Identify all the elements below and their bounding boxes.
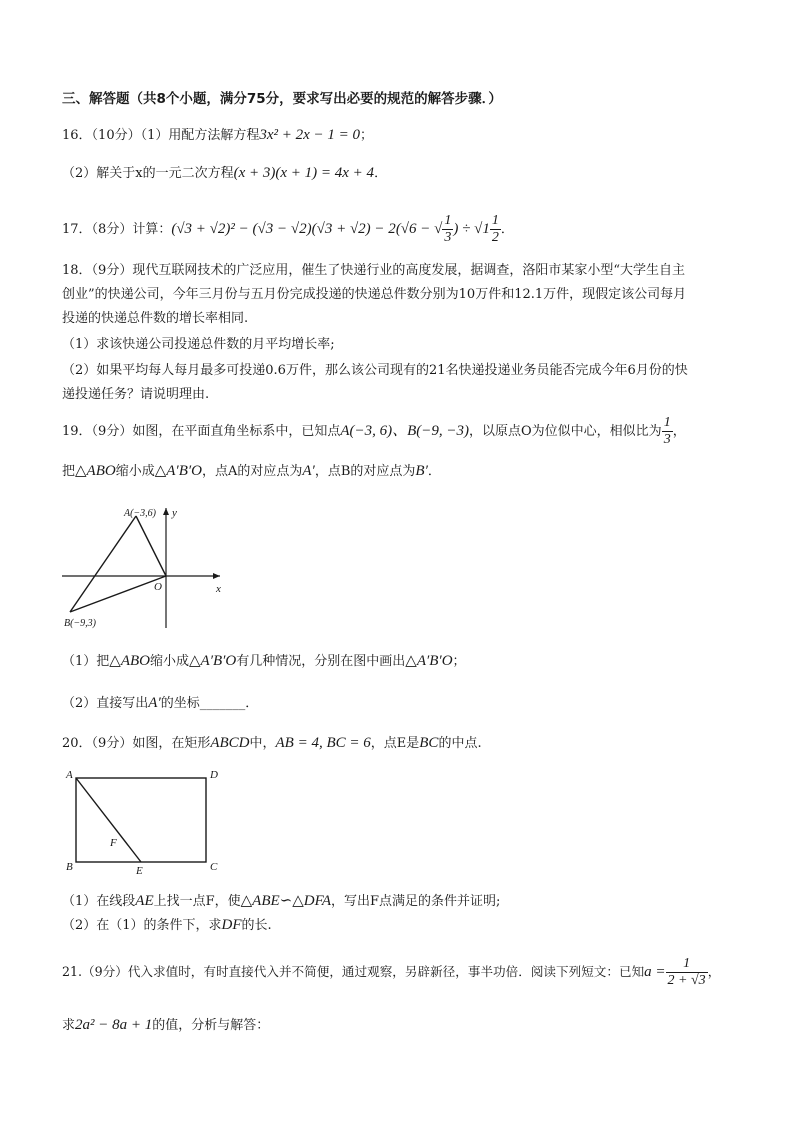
q19-p1-c: 有几种情况，分别在图中画出 bbox=[236, 654, 406, 669]
q19-triangle-a-b-o-prime: △A′B′O bbox=[154, 463, 202, 479]
q21-frac-den: 2 + √3 bbox=[667, 973, 706, 988]
q20-p2-b: 的长. bbox=[241, 918, 272, 933]
q19-ratio-den: 3 bbox=[663, 432, 671, 447]
segment-ao bbox=[136, 516, 166, 576]
q19-p1-triangle-2: △A′B′O bbox=[189, 653, 237, 669]
q17-fraction-1 bbox=[442, 213, 453, 246]
y-axis-label: y bbox=[172, 507, 177, 519]
q19-line2-b: 缩小成 bbox=[115, 464, 155, 479]
q20-rectangle-name: ABCD bbox=[210, 735, 250, 751]
q21-end-1: ， bbox=[707, 964, 721, 979]
q19-a-prime: A′ bbox=[302, 463, 315, 479]
q19-ratio-fraction bbox=[662, 415, 673, 448]
q21-line-2 bbox=[62, 1016, 269, 1035]
q19-p2-b: 的坐标_______． bbox=[160, 696, 259, 711]
q20-rectangle-figure bbox=[64, 766, 234, 876]
point-a-label: A(−3,6) bbox=[124, 508, 157, 519]
q18-part-2-line-2: 递投递任务？请说明理由. bbox=[62, 387, 210, 402]
origin-label: O bbox=[154, 581, 162, 593]
q17-expr-c: ) ÷ √1 bbox=[453, 221, 490, 237]
question-19 bbox=[62, 414, 686, 449]
q19-line2-d: ，点B的对应点为 bbox=[314, 464, 416, 479]
vertex-d-label: D bbox=[210, 769, 218, 781]
q21-frac-num: 1 bbox=[683, 956, 691, 971]
q20-p1-b: 上找一点F，使 bbox=[153, 894, 241, 909]
q16-equation-1: 3x² + 2x − 1 = 0 bbox=[259, 127, 361, 143]
q16-part2-text: （2）解关于x的一元二次方程 bbox=[62, 166, 234, 181]
q19-coordinate-figure bbox=[60, 504, 230, 630]
segment-bo bbox=[70, 576, 166, 612]
question-17 bbox=[62, 212, 514, 247]
q19-p1-b: 缩小成 bbox=[149, 654, 189, 669]
question-16-part-2 bbox=[62, 164, 387, 183]
q18-line-2: 创业”的快递公司，今年三月份与五月份完成投递的快递总件数分别为10万件和12.1万件，现假定该公司每月 bbox=[62, 287, 687, 302]
q17-frac1-num: 1 bbox=[444, 213, 452, 228]
q18-line-1: 18．（9分）现代互联网技术的广泛应用，催生了快递行业的高度发展，据调查，洛阳市某家小型“大学生自主 bbox=[62, 263, 685, 278]
q17-frac2-den: 2 bbox=[491, 230, 499, 245]
q20-part-1 bbox=[62, 892, 500, 911]
q19-p1-d: ； bbox=[452, 654, 466, 669]
q19-p1-triangle-1: △ABO bbox=[109, 653, 150, 669]
q19-triangle-abo: △ABO bbox=[75, 463, 116, 479]
q17-expr-a: (√3 + √2)² − (√3 − √2)(√3 + √2) − 2 bbox=[171, 221, 396, 237]
q20-p1-a: （1）在线段 bbox=[62, 894, 136, 909]
vertex-b-label: B bbox=[66, 861, 73, 873]
q19-end: ， bbox=[672, 424, 686, 439]
q20-end: 的中点. bbox=[438, 736, 482, 751]
q19-line2-a: 把 bbox=[62, 464, 76, 479]
q19-p1-triangle-3: △A′B′O bbox=[405, 653, 453, 669]
q20-head: 20．（9分）如图，在矩形 bbox=[62, 736, 211, 751]
q20-p1-ae: AE bbox=[135, 893, 154, 909]
q17-fraction-2 bbox=[490, 213, 501, 246]
q19-p2-a: （2）直接写出 bbox=[62, 696, 149, 711]
q20-p1-c: ，写出F点满足的条件并证明; bbox=[331, 894, 501, 909]
q20-bc: BC bbox=[419, 735, 439, 751]
q16-equation-2: (x + 3)(x + 1) = 4x + 4 bbox=[233, 165, 375, 181]
q19-part-1 bbox=[62, 652, 466, 671]
y-axis-arrow-icon bbox=[163, 508, 169, 515]
question-16 bbox=[62, 126, 373, 145]
q21-a-equals: a = bbox=[644, 964, 666, 980]
q17-head: 17．（8分）计算： bbox=[62, 222, 172, 237]
q21-expression: 2a² − 8a + 1 bbox=[75, 1017, 153, 1033]
q18-part-2-line-1: （2）如果平均每人每月最多可投递0.6万件，那么该公司现有的21名快递投递业务员能否完成今年6月份的快 bbox=[62, 363, 688, 378]
section-title: 三、解答题（共8个小题，满分75分，要求写出必要的规范的解答步骤．） bbox=[62, 91, 502, 107]
q19-head: 19．（9分）如图，在平面直角坐标系中，已知点 bbox=[62, 424, 341, 439]
q17-end: ． bbox=[500, 222, 514, 237]
q20-p2-a: （2）在（1）的条件下，求 bbox=[62, 918, 222, 933]
q21-line-1: 21.（9分）代入求值时，有时直接代入并不简便，通过观察，另辟新径，事半功倍．阅读下列短文：已知 bbox=[62, 964, 645, 979]
question-20 bbox=[62, 734, 482, 753]
x-axis-label: x bbox=[216, 583, 221, 595]
q16-end-2: ． bbox=[374, 166, 388, 181]
vertex-a-label: A bbox=[66, 769, 73, 781]
q20-p2-df: DF bbox=[221, 917, 242, 933]
q20-p1-similarity: △ABE∽△DFA bbox=[240, 893, 331, 909]
point-e-label: E bbox=[136, 865, 143, 876]
question-21 bbox=[62, 952, 720, 992]
q19-line2-e: ． bbox=[427, 464, 441, 479]
q19-mid: ，以原点O为位似中心，相似比为 bbox=[469, 424, 662, 439]
q16-end-1: ； bbox=[360, 128, 374, 143]
rectangle-abcd bbox=[76, 778, 206, 862]
q20-mid: 中， bbox=[249, 736, 276, 751]
q21-line2-b: 的值，分析与解答： bbox=[152, 1018, 270, 1033]
q18-part-1: （1）求该快递公司投递总件数的月平均增长率; bbox=[62, 337, 335, 352]
segment-ae bbox=[76, 778, 141, 862]
q19-p2-a-prime: A′ bbox=[148, 695, 161, 711]
q16-head: 16．（10分）（1）用配方法解方程 bbox=[62, 128, 260, 143]
q20-tail: ，点E是 bbox=[370, 736, 420, 751]
q21-line2-a: 求 bbox=[62, 1018, 76, 1033]
q19-b-prime: B′ bbox=[415, 463, 428, 479]
q19-line-2 bbox=[62, 462, 441, 481]
q20-part-2 bbox=[62, 916, 272, 935]
q17-frac2-num: 1 bbox=[491, 213, 499, 228]
q19-points: A(−3, 6)、B(−9, −3) bbox=[340, 423, 470, 439]
q20-given: AB = 4, BC = 6 bbox=[275, 735, 371, 751]
point-f-label: F bbox=[110, 837, 117, 849]
vertex-c-label: C bbox=[210, 861, 218, 873]
q17-expr-b: (√6 − √ bbox=[395, 221, 443, 237]
q17-frac1-den: 3 bbox=[444, 230, 452, 245]
segment-ab bbox=[70, 516, 136, 612]
q19-part-2 bbox=[62, 694, 258, 713]
point-b-label: B(−9,3) bbox=[64, 618, 97, 629]
q21-fraction bbox=[666, 956, 708, 989]
q18-line-3: 投递的快递总件数的增长率相同. bbox=[62, 311, 249, 326]
q19-line2-c: ，点A的对应点为 bbox=[202, 464, 303, 479]
x-axis-arrow-icon bbox=[213, 573, 220, 579]
q19-ratio-num: 1 bbox=[663, 415, 671, 430]
q19-p1-a: （1）把 bbox=[62, 654, 110, 669]
